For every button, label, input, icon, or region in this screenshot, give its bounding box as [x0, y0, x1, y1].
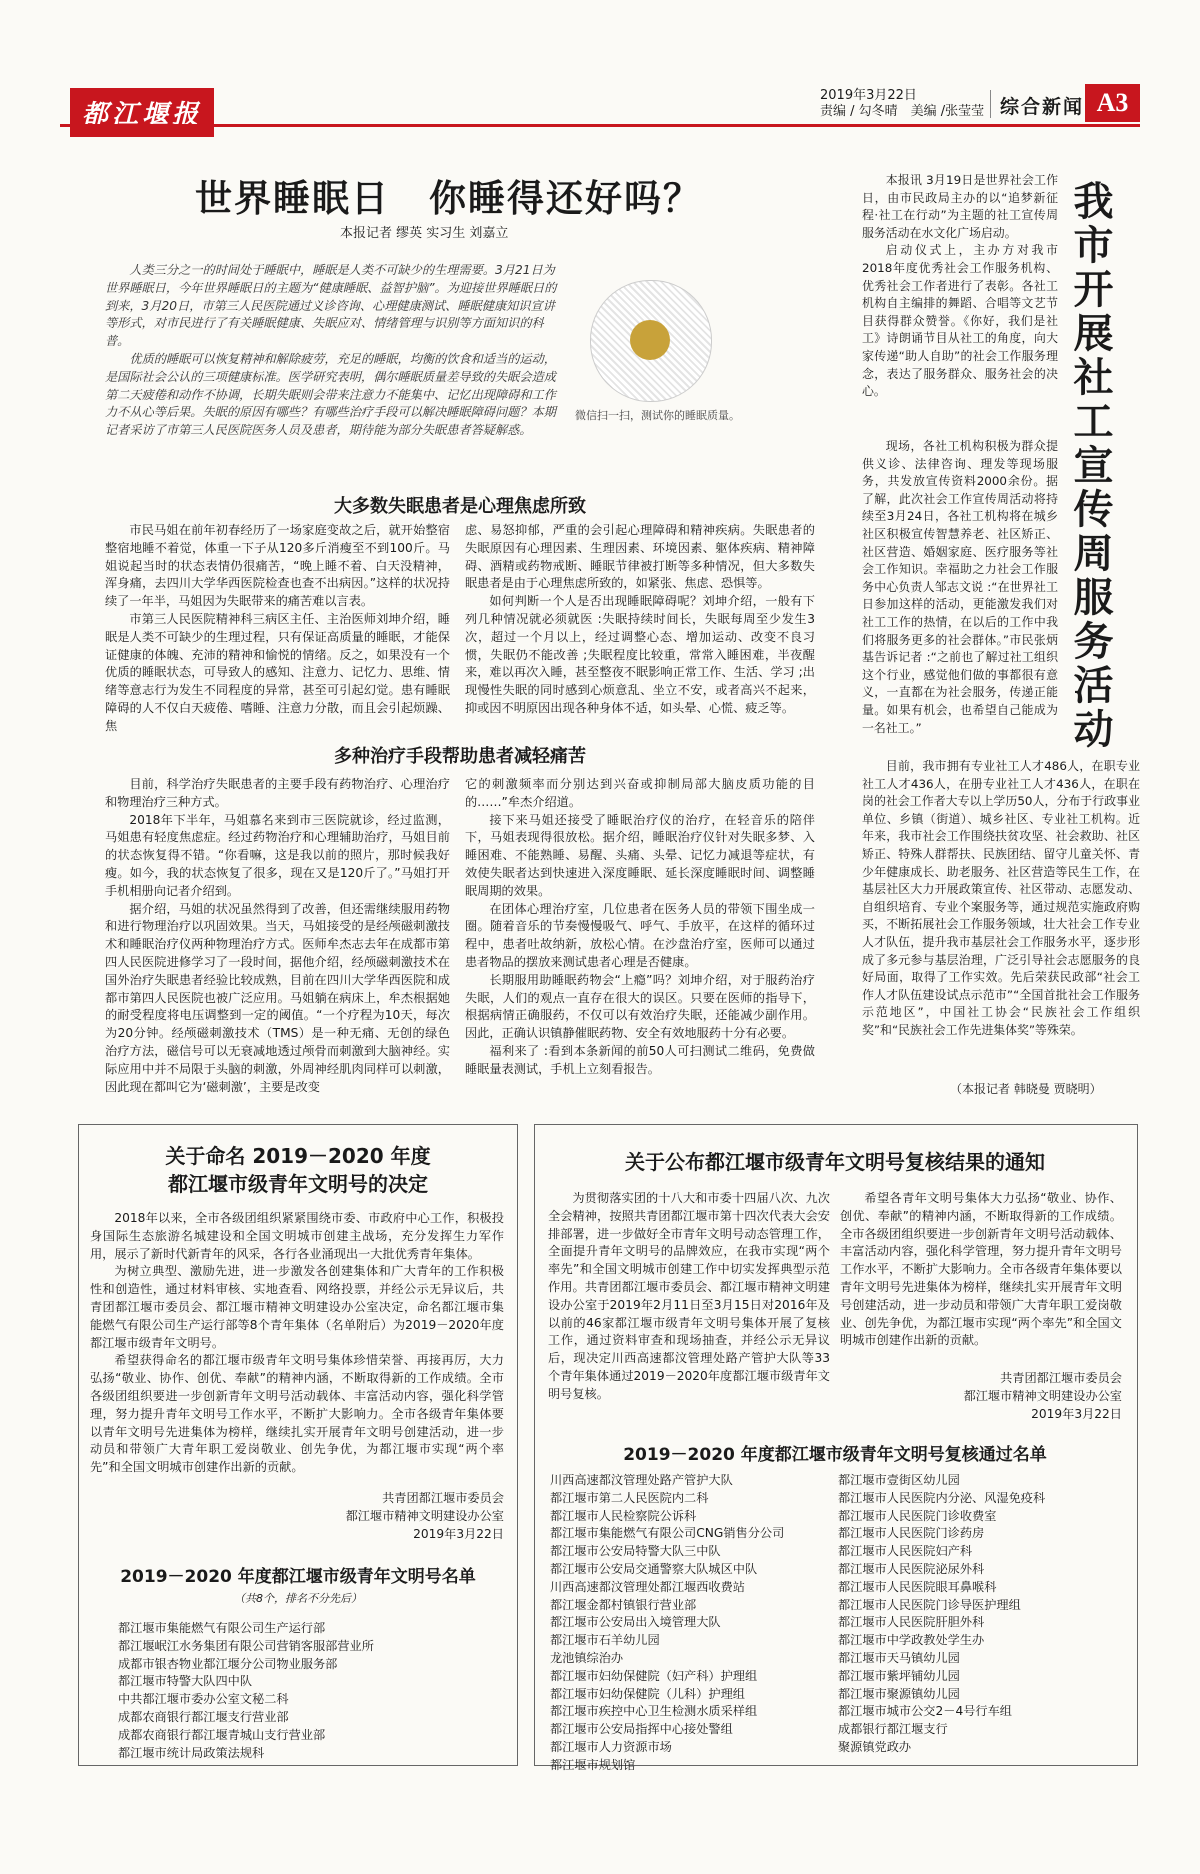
list-item: 都江堰市紫坪铺幼儿园	[838, 1668, 960, 1683]
signature-date: 2019年3月22日	[413, 1526, 504, 1541]
paragraph: 接下来马姐还接受了睡眠治疗仪的治疗，在轻音乐的陪伴下，马姐表现得很放松。据介绍，睡眠治疗仪针对失眠多梦、入睡困难、不能熟睡、易醒、头痛、头晕、记忆力减退等症状，有效使失眠者达到快速进入深度睡眠、延长深度睡眠时间、调整睡眠周期的效果。	[465, 812, 815, 898]
paragraph: 市民马姐在前年初春经历了一场家庭变故之后，就开始整宿整宿地睡不着觉，体重一下子从120多斤消瘦至不到100斤。马姐说起当时的状态表情仍很痛苦，“晚上睡不着、白天没精神，浑身痛，去四川大学华西医院检查也查不出病因。”这样的状况持续了一年半，马姐因为失眠带来的痛苦难以言表。	[105, 523, 450, 609]
list-item: 都江堰市天马镇幼儿园	[838, 1650, 960, 1665]
paragraph: 目前，我市拥有专业社工人才486人，在职专业社工人才436人，在册专业社工人才436人，在职在岗的社会工作者大专以上学历50人，分布于行政事业单位、乡镇（街道）、城乡社区、专业社工机构。近年来，我市社会工作围绕扶贫攻坚、社会救助、社区矫正、特殊人群帮扶、民族团结、留守儿童关怀、青少年健康成长、助老服务、社区营造等民生工作，在基层社区大力开展政策宣传、社区带动、志愿发动、自组织培育、专业个案服务等，通过规范实施政府购买，不断拓展社会工作服务领域，壮大社会工作专业人才队伍，提升我市基层社会工作服务水平，逐步形成了多元参与基层治理，广泛引导社会志愿服务的良好局面，取得了工作实效。先后荣获民政部“社会工作人才队伍建设试点示范市”“全国首批社会工作服务示范地区”，中国社工协会“民族社会工作组织奖”和“民族社会工作先进集体奖”等殊荣。	[862, 759, 1140, 1037]
list-note: （共8个，排名不分先后）	[234, 1592, 362, 1605]
list-item: 都江堰市公安局指挥中心接处警组	[550, 1722, 733, 1737]
list-item: 都江堰市规划馆	[550, 1757, 636, 1772]
paragraph: 2018年以来，全市各级团组织紧紧围绕市委、市政府中心工作，积极投身国际生态旅游名城建设和全国文明城市创建主战场，充分发挥生力军作用，展示了新时代新青年的风采，各行各业涌现出一大批优秀青年集体。	[90, 1211, 504, 1261]
paragraph: 市第三人民医院精神科三病区主任、主治医师刘坤介绍，睡眠是人类不可缺少的生理过程，只有保证高质量的睡眠，才能保证健康的体魄、充沛的精神和愉悦的情绪。反之，如果没有一个优质的睡眠状态，可导致人的感知、注意力、记忆力、思维、情绪等意志行为发生不同程度的异常，甚至可引起幻觉。患有睡眠障碍的人不仅白天疲倦、嗜睡、注意力分散，而且会引起烦躁、焦	[105, 611, 450, 733]
list-item: 都江堰市人民医院门诊收费室	[838, 1508, 997, 1523]
paragraph: 如何判断一个人是否出现睡眠障碍呢？刘坤介绍，一般有下列几种情况就必须就医 :失眠持续时间长，失眠每周至少发生3次，超过一个月以上，经过调整心态、增加运动、改变不良习惯，失眠仍不能改善 ;失眠程度比较重，常常入睡困难，半夜醒来，难以再次入睡，甚至整夜不眠影响正常工作、生活、学习 ;出现慢性失眠的同时感到心烦意乱、坐立不安，或者高兴不起来，抑或因不明原因出现各种身体不适，如头晕、心慌、疲乏等。	[465, 594, 815, 715]
masthead-rule	[60, 124, 1140, 127]
right-article-title: 我市开展社工宣传周服务活动	[1067, 180, 1114, 752]
signatory: 共青团都江堰市委员会	[1000, 1371, 1122, 1385]
paragraph: 本报讯 3月19日是世界社会工作日，由市民政局主办的以“追梦新征程·社工在行动”为主题的社工宣传周服务活动在水文化广场启动。	[862, 173, 1058, 240]
section2-title: 多种治疗手段帮助患者减轻痛苦	[334, 746, 586, 767]
review-list-col1	[550, 1472, 830, 1775]
paragraph: 在团体心理治疗室，几位患者在医务人员的带领下围坐成一圈。随着音乐的节奏慢慢吸气、呼气、手放平，在这样的循环过程中，患者吐故纳新，放松心情。在沙盘治疗室，医师可以通过患者物品的摆放来测试患者心理是否健康。	[465, 901, 815, 969]
list-item: 川西高速都汶管理处都江堰西收费站	[550, 1579, 745, 1594]
paragraph: 希望获得命名的都江堰市级青年文明号集体珍惜荣誉、再接再厉，大力弘扬“敬业、协作、创优、奉献”的精神内涵，不断取得新的工作成绩。全市各级团组织要进一步创新青年文明号活动载体、丰富活动内容，强化科学管理，努力提升青年文明号工作水平，不断扩大影响力。全市各级青年集体要以青年文明号先进集体为榜样，继续扎实开展青年文明号创建活动，进一步动员和带领广大青年职工爱岗敬业、创先争优，为都江堰市实现“两个率先”和全国文明城市创建作出新的贡献。	[90, 1353, 504, 1475]
main-byline: 本报记者 缪英 实习生 刘嘉立	[340, 226, 509, 241]
list-item: 川西高速都汶管理处路产管护大队	[550, 1473, 733, 1487]
right-article-mid	[862, 438, 1058, 737]
paragraph: 为贯彻落实团的十八大和市委十四届八次、九次全会精神，按照共青团都江堰市第十四次代表大会安排部署，进一步做好全市青年文明号动态管理工作，全面提升青年文明号的品牌效应，在我市实现“两个率先”和全国文明城市创建工作中切实发挥典型示范作用。共青团都江堰市委员会、都江堰市精神文明建设办公室于2019年2月11日至3月15日对2016年及以前的46家都江堰市级青年文明号集体开展了复核工作，通过资料审查和现场抽查，并经公示无异议后，现决定川西高速都汶管理处路产管护大队等33个青年集体通过2019－2020年度都江堰市级青年文明号复核。	[548, 1191, 830, 1401]
signatory: 共青团都江堰市委员会	[382, 1491, 504, 1505]
list-item: 都江堰市中学政教处学生办	[838, 1633, 985, 1648]
lead-paragraph: 人类三分之一的时间处于睡眠中，睡眠是人类不可缺少的生理需要。3月21日为世界睡眠日，今年世界睡眠日的主题为“健康睡眠、益智护脑”。为迎接世界睡眠日的到来，3月20日，市第三人民医院通过义诊咨询、心理健康测试、睡眠健康知识宣讲等形式，对市民进行了有关睡眠健康、失眠应对、情绪管理与识别等方面知识的科普。	[105, 263, 557, 349]
review-list-col2	[838, 1472, 1123, 1757]
list-item: 都江堰市特警大队四中队	[118, 1674, 253, 1689]
list-item: 都江堰市妇幼保健院（妇产科）护理组	[550, 1668, 758, 1683]
list-item: 中共都江堰市委办公室文秘二科	[118, 1692, 289, 1707]
list-item: 龙池镇综治办	[550, 1650, 624, 1665]
lead-paragraph: 优质的睡眠可以恢复精神和解除疲劳，充足的睡眠，均衡的饮食和适当的运动，是国际社会公认的三项健康标准。医学研究表明，偶尔睡眠质量差导致的失眠会造成第二天疲倦和动作不协调，长期失眠则会带来注意力不能集中、记忆出现障碍和工作力不从心等后果。失眠的原因有哪些？有哪些治疗手段可以解决睡眠障碍问题？本期记者采访了市第三人民医院医务人员及患者，期待能为部分失眠患者答疑解惑。	[105, 351, 556, 438]
main-headline: 世界睡眠日 你睡得还好吗？	[195, 176, 702, 220]
list-item: 聚源镇党政办	[838, 1739, 912, 1754]
qr-logo-icon	[630, 320, 670, 360]
section2-left-column	[105, 776, 450, 1096]
list-item: 都江堰市壹街区幼儿园	[838, 1473, 960, 1487]
list-item: 成都农商银行都江堰青城山支行营业部	[118, 1727, 326, 1742]
right-article-credit: （本报记者 韩晓曼 贾晓明）	[950, 1082, 1102, 1096]
decision-title-line: 都江堰市级青年文明号的决定	[168, 1172, 428, 1196]
paragraph: 据介绍，马姐的状况虽然得到了改善，但还需继续服用药物和进行物理治疗以巩固效果。当天，马姐接受的是经颅磁刺激技术和睡眠治疗仪两种物理治疗方式。医师牟杰志去年在成都市第四人民医院进修学习了一段时间，据他介绍，经颅磁刺激技术在国外治疗失眠患者经验比较成熟，目前在四川大学华西医院和成都市第四人民医院也被广泛应用。马姐躺在病床上，牟杰根据她的耐受程度将电压调整到一定的阈值。“一个疗程为10天，每次为20分钟。经颅磁刺激技术（TMS）是一种无痛、无创的绿色治疗方法，磁信号可以无衰减地透过颅骨而刺激到大脑神经。实际应用中并不局限于头脑的刺激，外周神经肌肉同样可以刺激，因此现在都叫它为‘磁刺激’，主要是改变	[105, 901, 450, 1094]
paragraph: 福利来了 :看到本条新闻的前50人可扫测试二维码，免费做睡眠量表测试，手机上立刻看报告。	[465, 1043, 815, 1076]
section1-title: 大多数失眠患者是心理焦虑所致	[334, 496, 586, 517]
right-article-bottom	[862, 758, 1140, 1040]
signature-date: 2019年3月22日	[1031, 1406, 1122, 1421]
paragraph: 目前，科学治疗失眠患者的主要手段有药物治疗、心理治疗和物理治疗三种方式。	[105, 777, 450, 809]
paragraph: 为树立典型、激励先进，进一步激发各创建集体和广大青年的工作积极性和创造性，通过材料审核、实地查看、网络投票，并经公示无异议后，共青团都江堰市委员会、都江堰市精神文明建设办公室决定，命名都江堰市集能燃气有限公司生产运行部等8个青年集体（名单附后）为2019－2020年度都江堰市级青年文明号。	[90, 1264, 504, 1350]
issue-info	[820, 88, 984, 120]
review-body-left	[548, 1190, 830, 1404]
paragraph: 长期服用助睡眠药物会“上瘾”吗？刘坤介绍，对于服药治疗失眠，人们的观点一直存在很大的误区。只要在医师的指导下，根据病情正确服药，不仅可以有效治疗失眠，还能减少副作用。因此，正确认识镇静催眠药物、安全有效地服药十分有必要。	[465, 972, 815, 1041]
review-list-title: 2019－2020 年度都江堰市级青年文明号复核通过名单	[623, 1445, 1047, 1465]
paragraph: 启动仪式上，主办方对我市2018年度优秀社会工作服务机构、优秀社会工作者进行了表彰。各社工机构自主编排的舞蹈、合唱等文艺节目获得群众赞誉。《你好，我们是社工》诗朗诵节目从社工的角度，向大家传递“助人自助”的社会工作服务理念，表达了服务群众、服务社会的决心。	[862, 243, 1058, 399]
list-item: 都江堰市城市公交2－4号行车组	[838, 1704, 1012, 1719]
list-item: 都江堰市聚源镇幼儿园	[838, 1686, 960, 1701]
issue-date: 2019年3月22日	[820, 88, 917, 103]
signatory: 都江堰市精神文明建设办公室	[345, 1508, 504, 1523]
header-divider	[990, 90, 991, 118]
youth-list	[118, 1620, 498, 1762]
list-item: 都江堰市石羊幼儿园	[550, 1633, 660, 1648]
list-title: 2019－2020 年度都江堰市级青年文明号名单	[120, 1567, 476, 1587]
list-item: 都江堰市公安局交通警察大队城区中队	[550, 1561, 758, 1576]
paragraph: 虑、易怒抑郁，严重的会引起心理障碍和精神疾病。失眠患者的失眠原因有心理因素、生理因素、环境因素、躯体疾病、精神障碍、酒精或药物戒断、睡眠节律被打断等多种情况，但大多数失眠患者是由于心理焦虑所致的，如紧张、焦虑、恐惧等。	[465, 523, 815, 591]
list-item: 都江堰市公安局出入境管理大队	[550, 1615, 721, 1630]
list-item: 都江堰市人民医院眼耳鼻喉科	[838, 1579, 997, 1594]
list-item: 成都农商银行都江堰支行营业部	[118, 1709, 289, 1724]
editor-credits: 责编 / 勾冬晴 美编 /张莹莹	[820, 104, 985, 119]
paragraph: 希望各青年文明号集体大力弘扬“敬业、协作、创优、奉献”的精神内涵，不断取得新的工作成绩。全市各级团组织要进一步创新青年文明号活动载体、丰富活动内容，强化科学管理，努力提升青年文明号工作水平，不断扩大影响力。全市各级青年集体要以青年文明号先进集体为榜样，继续扎实开展青年文明号创建活动，进一步动员和带领广大青年职工爱岗敬业、创先争优，为都江堰市实现“两个率先”和全国文明城市创建作出新的贡献。	[840, 1191, 1122, 1348]
list-item: 都江堰岷江水务集团有限公司营销客服部营业所	[118, 1638, 374, 1653]
list-item: 都江堰市人民医院门诊导医护理组	[838, 1597, 1021, 1612]
newspaper-logo: 都江堰报	[70, 88, 214, 137]
paragraph: 它的刺激频率而分别达到兴奋或抑制局部大脑皮质功能的目的……”牟杰介绍道。	[465, 777, 815, 809]
list-item: 都江堰市公安局特警大队三中队	[550, 1544, 721, 1559]
paragraph: 现场，各社工机构积极为群众提供义诊、法律咨询、理发等现场服务，共发放宣传资料2000余份。据了解，此次社会工作宣传周活动将持续至3月24日，各社工机构将在城乡社区积极宣传智慧养老、社区矫正、社区营造、婚姻家庭、医疗服务等社会工作知识。幸福助之力社会工作服务中心负责人邹志文说 :“在世界社工日参加这样的活动，更能激发我们对社工工作的热情，在以后的工作中我们将服务更多的社会群体。”市民张炳基告诉记者 :“之前也了解过社工组织这个行业，感觉他们做的事都很有意义，一直都在为社会服务，传递正能量。如果有机会，也希望自己能成为一名社工。”	[862, 439, 1058, 735]
list-item: 都江堰市统计局政策法规科	[118, 1745, 265, 1760]
list-item: 成都市银杏物业都江堰分公司物业服务部	[118, 1656, 338, 1671]
list-item: 都江堰市妇幼保健院（儿科）护理组	[550, 1686, 745, 1701]
right-article-top	[862, 172, 1058, 401]
paragraph: 2018年下半年，马姐慕名来到市三医院就诊，经过监测，马姐患有轻度焦虑症。经过药物治疗和心理辅助治疗，马姐目前的状态恢复得不错。“你看嘛，这是我以前的照片，那时候我好瘦。如今，我的状态恢复了很多，现在又是120斤了。”马姐打开手机相册向记者介绍到。	[105, 812, 450, 898]
list-item: 都江堰市人民医院泌尿外科	[838, 1561, 985, 1576]
list-item: 都江堰金都村镇银行营业部	[550, 1597, 697, 1612]
decision-body	[90, 1210, 504, 1477]
section-name: 综合新闻	[1000, 96, 1085, 118]
decision-title	[78, 1142, 518, 1198]
list-item: 都江堰市集能燃气有限公司CNG销售分公司	[550, 1526, 785, 1541]
list-item: 成都银行都江堰支行	[838, 1722, 948, 1737]
list-item: 都江堰市人民医院肝胆外科	[838, 1615, 985, 1630]
list-item: 都江堰市疾控中心卫生检测水质采样组	[550, 1704, 758, 1719]
qr-caption: 微信扫一扫，测试你的睡眠质量。	[575, 409, 740, 422]
list-item: 都江堰市人民检察院公诉科	[550, 1508, 697, 1523]
review-body-right	[840, 1190, 1122, 1350]
review-title: 关于公布都江堰市级青年文明号复核结果的通知	[625, 1150, 1045, 1174]
list-item: 都江堰市第二人民医院内二科	[550, 1490, 709, 1505]
review-signature	[840, 1370, 1122, 1423]
list-item: 都江堰市人民医院内分泌、风湿免疫科	[838, 1490, 1046, 1505]
section2-right-column	[465, 776, 815, 1079]
section1-right-column	[465, 522, 815, 718]
signatory: 都江堰市精神文明建设办公室	[963, 1388, 1122, 1403]
decision-title-line: 关于命名 2019－2020 年度	[165, 1144, 431, 1168]
decision-signature	[90, 1490, 504, 1543]
list-item: 都江堰市人民医院门诊药房	[838, 1526, 985, 1541]
list-item: 都江堰市集能燃气有限公司生产运行部	[118, 1621, 326, 1635]
main-lead	[105, 262, 560, 440]
page-number: A3	[1085, 84, 1140, 122]
list-item: 都江堰市人力资源市场	[550, 1739, 672, 1754]
section1-left-column	[105, 522, 450, 736]
list-item: 都江堰市人民医院妇产科	[838, 1544, 973, 1559]
